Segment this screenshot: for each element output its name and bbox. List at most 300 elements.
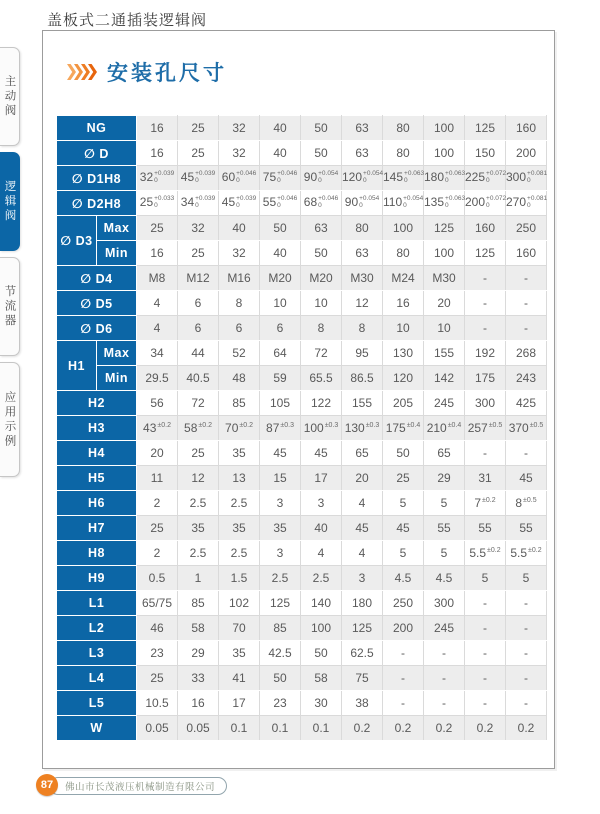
- dimension-cell: -: [506, 691, 547, 716]
- row-label: L2: [57, 616, 137, 641]
- dimension-cell: 72: [178, 391, 219, 416]
- row-label: ∅ D1H8: [57, 166, 137, 191]
- dimension-cell: 58: [301, 666, 342, 691]
- row-sublabel: Max: [97, 216, 137, 241]
- dimension-cell: 75: [342, 666, 383, 691]
- table-row: [57, 291, 547, 316]
- dimension-cell: 55: [465, 516, 506, 541]
- dimension-cell: 16: [137, 141, 178, 166]
- dimension-cell: 200 +0.072 0: [465, 191, 506, 216]
- row-label: H4: [57, 441, 137, 466]
- dimension-cell: 80: [342, 216, 383, 241]
- row-label: ∅ D3: [57, 216, 97, 266]
- dimension-cell: 4: [342, 491, 383, 516]
- quad-chevron-right-icon: [69, 64, 97, 80]
- dimension-cell: 34: [137, 341, 178, 366]
- dimension-cell: 45: [260, 441, 301, 466]
- dimension-cell: $257^{\pm 0.5}$: [465, 416, 506, 441]
- dimension-cell: 25: [178, 441, 219, 466]
- dimension-cell: -: [506, 666, 547, 691]
- dimension-cell: 180: [342, 591, 383, 616]
- dimension-cell: $210^{\pm 0.4}$: [424, 416, 465, 441]
- dimension-cell: 100: [424, 141, 465, 166]
- dimension-cell: M30: [342, 266, 383, 291]
- dimension-cell: 31: [465, 466, 506, 491]
- dimension-cell: -: [506, 616, 547, 641]
- dimension-cell: 0.05: [137, 716, 178, 741]
- dimension-cell: 29: [178, 641, 219, 666]
- dimension-cell: 80: [383, 116, 424, 141]
- dimension-cell: -: [465, 316, 506, 341]
- row-label: NG: [57, 116, 137, 141]
- table-row: [57, 391, 547, 416]
- row-label: W: [57, 716, 137, 741]
- dimension-cell: 23: [260, 691, 301, 716]
- sidebar-tab-1[interactable]: 主动阀: [0, 47, 20, 146]
- dimension-cell: 25: [178, 241, 219, 266]
- dimension-cell: 6: [219, 316, 260, 341]
- dimension-cell: 145 +0.063 0: [383, 166, 424, 191]
- dimension-cell: 25: [178, 116, 219, 141]
- sidebar-tab-2[interactable]: 逻辑阀: [0, 152, 20, 251]
- table-row: [57, 191, 547, 216]
- dimension-cell: 13: [219, 466, 260, 491]
- dimension-cell: 63: [342, 241, 383, 266]
- dimension-cell: 80: [383, 141, 424, 166]
- row-label: H7: [57, 516, 137, 541]
- dimension-cell: -: [465, 591, 506, 616]
- row-label: ∅ D5: [57, 291, 137, 316]
- dimension-cell: 35: [219, 516, 260, 541]
- dimension-cell: 2.5: [219, 491, 260, 516]
- dimension-cell: 32 +0.039 0: [137, 166, 178, 191]
- dimension-cell: 2: [137, 541, 178, 566]
- dimension-cell: 45: [301, 441, 342, 466]
- dimension-cell: 33: [178, 666, 219, 691]
- dimension-cell: 0.2: [506, 716, 547, 741]
- dimension-cell: 16: [137, 116, 178, 141]
- row-label: H8: [57, 541, 137, 566]
- table-row: [57, 591, 547, 616]
- row-sublabel: Max: [97, 341, 137, 366]
- dimension-cell: 300: [424, 591, 465, 616]
- dimension-cell: 62.5: [342, 641, 383, 666]
- dimension-cell: 3: [342, 566, 383, 591]
- dimension-cell: $7^{\pm 0.2}$: [465, 491, 506, 516]
- dimension-cell: 50: [260, 216, 301, 241]
- dimension-cell: 0.2: [342, 716, 383, 741]
- dimension-cell: 250: [383, 591, 424, 616]
- dimension-cell: 65/75: [137, 591, 178, 616]
- dimension-cell: 25: [137, 216, 178, 241]
- dimension-cell: 8: [342, 316, 383, 341]
- dimension-cell: 2.5: [219, 541, 260, 566]
- dimension-cell: 140: [301, 591, 342, 616]
- sidebar-tab-3[interactable]: 节流器: [0, 257, 20, 356]
- dimension-cell: 25: [137, 516, 178, 541]
- dimension-cell: 5: [465, 566, 506, 591]
- dimension-cell: 10: [260, 291, 301, 316]
- dimension-cell: -: [424, 641, 465, 666]
- dimension-cell: 10: [301, 291, 342, 316]
- dimension-cell: 120 +0.054 0: [342, 166, 383, 191]
- dimension-table-wrap: [56, 115, 547, 741]
- dimension-cell: 300 +0.081 0: [506, 166, 547, 191]
- dimension-cell: 35: [260, 516, 301, 541]
- dimension-cell: 25: [137, 666, 178, 691]
- table-row: [57, 666, 547, 691]
- dimension-cell: 29: [424, 466, 465, 491]
- dimension-cell: 34 +0.039 0: [178, 191, 219, 216]
- dimension-cell: $130^{\pm 0.3}$: [342, 416, 383, 441]
- dimension-cell: 52: [219, 341, 260, 366]
- dimension-cell: 5: [383, 541, 424, 566]
- dimension-cell: 205: [383, 391, 424, 416]
- dimension-cell: 0.05: [178, 716, 219, 741]
- table-row: [57, 241, 547, 266]
- dimension-cell: 65.5: [301, 366, 342, 391]
- dimension-cell: 100: [424, 241, 465, 266]
- dimension-cell: -: [383, 641, 424, 666]
- dimension-cell: 44: [178, 341, 219, 366]
- dimension-cell: 5: [383, 491, 424, 516]
- dimension-cell: $5.5^{\pm 0.2}$: [506, 541, 547, 566]
- dimension-cell: 243: [506, 366, 547, 391]
- dimension-cell: 95: [342, 341, 383, 366]
- dimension-cell: 5: [424, 541, 465, 566]
- dimension-cell: -: [465, 441, 506, 466]
- dimension-cell: $70^{\pm 0.2}$: [219, 416, 260, 441]
- dimension-cell: 40: [260, 116, 301, 141]
- dimension-cell: 63: [342, 141, 383, 166]
- dimension-cell: -: [506, 591, 547, 616]
- row-label: H6: [57, 491, 137, 516]
- dimension-cell: 56: [137, 391, 178, 416]
- dimension-cell: 55: [424, 516, 465, 541]
- sidebar-tab-4[interactable]: 应用示例: [0, 362, 20, 477]
- dimension-cell: 125: [342, 616, 383, 641]
- dimension-cell: 2: [137, 491, 178, 516]
- dimension-cell: $100^{\pm 0.3}$: [301, 416, 342, 441]
- row-label: ∅ D2H8: [57, 191, 137, 216]
- table-row: [57, 566, 547, 591]
- dimensions-table: [56, 115, 547, 741]
- dimension-cell: M20: [260, 266, 301, 291]
- dimension-cell: 50: [301, 116, 342, 141]
- dimension-cell: 150: [465, 141, 506, 166]
- dimension-cell: $8^{\pm 0.5}$: [506, 491, 547, 516]
- dimension-cell: 70: [219, 616, 260, 641]
- dimension-cell: $87^{\pm 0.3}$: [260, 416, 301, 441]
- dimension-cell: 100: [424, 116, 465, 141]
- dimension-cell: 8: [301, 316, 342, 341]
- dimension-cell: -: [424, 666, 465, 691]
- dimension-cell: 4.5: [383, 566, 424, 591]
- dimension-cell: 125: [424, 216, 465, 241]
- dimension-cell: -: [506, 266, 547, 291]
- dimension-cell: 90 +0.054 0: [342, 191, 383, 216]
- page-title: 盖板式二通插装逻辑阀: [47, 12, 208, 29]
- dimension-cell: 90 +0.054 0: [301, 166, 342, 191]
- dimension-cell: -: [506, 316, 547, 341]
- dimension-cell: 16: [383, 291, 424, 316]
- dimension-cell: 155: [424, 341, 465, 366]
- dimension-cell: 32: [178, 216, 219, 241]
- table-row: [57, 416, 547, 441]
- dimension-cell: 25: [383, 466, 424, 491]
- dimension-cell: M8: [137, 266, 178, 291]
- dimension-cell: 16: [137, 241, 178, 266]
- dimension-cell: $5.5^{\pm 0.2}$: [465, 541, 506, 566]
- dimension-cell: 42.5: [260, 641, 301, 666]
- dimension-cell: 225 +0.072 0: [465, 166, 506, 191]
- dimension-cell: 50: [301, 641, 342, 666]
- dimension-cell: -: [424, 691, 465, 716]
- row-label: L4: [57, 666, 137, 691]
- dimension-cell: 38: [342, 691, 383, 716]
- dimension-cell: 245: [424, 616, 465, 641]
- dimension-cell: -: [383, 666, 424, 691]
- dimension-cell: 58: [178, 616, 219, 641]
- dimension-cell: 40: [219, 216, 260, 241]
- row-label: L3: [57, 641, 137, 666]
- row-label: ∅ D4: [57, 266, 137, 291]
- dimension-cell: 2.5: [178, 541, 219, 566]
- dimension-cell: 120: [383, 366, 424, 391]
- company-name: 佛山市长茂液压机械制造有限公司: [49, 777, 227, 795]
- row-label: H5: [57, 466, 137, 491]
- dimension-cell: 160: [465, 216, 506, 241]
- dimension-cell: 4: [342, 541, 383, 566]
- dimension-cell: 40: [260, 141, 301, 166]
- dimension-cell: 1.5: [219, 566, 260, 591]
- table-row: [57, 616, 547, 641]
- dimension-cell: -: [465, 266, 506, 291]
- dimension-cell: 5: [424, 491, 465, 516]
- dimension-cell: -: [465, 641, 506, 666]
- dimension-cell: 100: [301, 616, 342, 641]
- section-header: [69, 57, 227, 87]
- dimension-cell: 0.2: [383, 716, 424, 741]
- dimension-cell: 270 +0.081 0: [506, 191, 547, 216]
- dimension-cell: 3: [301, 491, 342, 516]
- dimension-cell: 50: [260, 666, 301, 691]
- dimension-cell: $58^{\pm 0.2}$: [178, 416, 219, 441]
- dimension-cell: 85: [219, 391, 260, 416]
- dimension-cell: 35: [219, 441, 260, 466]
- dimension-cell: 45: [342, 516, 383, 541]
- row-label: L5: [57, 691, 137, 716]
- dimension-cell: 250: [506, 216, 547, 241]
- dimension-cell: 105: [260, 391, 301, 416]
- table-row: [57, 116, 547, 141]
- sidebar-tabs: [0, 47, 20, 477]
- dimension-cell: 180 +0.063 0: [424, 166, 465, 191]
- dimension-cell: 46: [137, 616, 178, 641]
- dimension-cell: 0.2: [424, 716, 465, 741]
- dimension-cell: M20: [301, 266, 342, 291]
- dimension-cell: 85: [260, 616, 301, 641]
- dimension-cell: 86.5: [342, 366, 383, 391]
- table-row: [57, 641, 547, 666]
- dimension-cell: $175^{\pm 0.4}$: [383, 416, 424, 441]
- dimension-cell: 20: [424, 291, 465, 316]
- dimension-cell: 2.5: [178, 491, 219, 516]
- dimension-cell: 80: [383, 241, 424, 266]
- table-row: [57, 266, 547, 291]
- dimension-cell: 175: [465, 366, 506, 391]
- dimension-cell: 63: [342, 116, 383, 141]
- dimension-cell: 65: [342, 441, 383, 466]
- dimension-cell: 41: [219, 666, 260, 691]
- dimension-cell: 135 +0.063 0: [424, 191, 465, 216]
- dimension-cell: 4: [137, 316, 178, 341]
- table-row: [57, 316, 547, 341]
- dimension-cell: 59: [260, 366, 301, 391]
- dimension-cell: 17: [219, 691, 260, 716]
- dimension-cell: 142: [424, 366, 465, 391]
- dimension-cell: M16: [219, 266, 260, 291]
- table-row: [57, 516, 547, 541]
- dimension-cell: 45 +0.039 0: [178, 166, 219, 191]
- dimension-cell: 23: [137, 641, 178, 666]
- dimension-cell: $43^{\pm 0.2}$: [137, 416, 178, 441]
- dimension-cell: 50: [301, 141, 342, 166]
- dimension-cell: M30: [424, 266, 465, 291]
- dimension-cell: 122: [301, 391, 342, 416]
- dimension-cell: 60 +0.046 0: [219, 166, 260, 191]
- dimension-cell: 16: [178, 691, 219, 716]
- dimension-cell: 125: [465, 241, 506, 266]
- dimension-cell: 55 +0.046 0: [260, 191, 301, 216]
- content-frame: [42, 30, 555, 769]
- dimension-cell: 12: [342, 291, 383, 316]
- dimension-cell: 72: [301, 341, 342, 366]
- dimension-cell: 50: [383, 441, 424, 466]
- row-sublabel: Min: [97, 241, 137, 266]
- table-row: [57, 366, 547, 391]
- row-label: ∅ D: [57, 141, 137, 166]
- dimension-cell: 40: [301, 516, 342, 541]
- row-label: L1: [57, 591, 137, 616]
- dimension-cell: 0.2: [465, 716, 506, 741]
- dimension-cell: $370^{\pm 0.5}$: [506, 416, 547, 441]
- table-row: [57, 341, 547, 366]
- dimension-cell: -: [465, 691, 506, 716]
- dimension-cell: -: [506, 641, 547, 666]
- dimension-cell: 4.5: [424, 566, 465, 591]
- section-title: 安装孔尺寸: [107, 61, 227, 85]
- dimension-cell: 0.1: [301, 716, 342, 741]
- row-sublabel: Min: [97, 366, 137, 391]
- dimension-cell: 5: [506, 566, 547, 591]
- dimension-cell: 25: [178, 141, 219, 166]
- dimension-cell: 64: [260, 341, 301, 366]
- dimension-cell: 192: [465, 341, 506, 366]
- dimension-cell: 55: [506, 516, 547, 541]
- dimension-cell: 45: [506, 466, 547, 491]
- table-body: [57, 116, 547, 741]
- dimension-cell: 25 +0.033 0: [137, 191, 178, 216]
- dimension-cell: 35: [219, 641, 260, 666]
- dimension-cell: -: [465, 666, 506, 691]
- dimension-cell: 130: [383, 341, 424, 366]
- dimension-cell: 17: [301, 466, 342, 491]
- dimension-cell: 110 +0.054 0: [383, 191, 424, 216]
- dimension-cell: 160: [506, 241, 547, 266]
- dimension-cell: 245: [424, 391, 465, 416]
- dimension-cell: 30: [301, 691, 342, 716]
- row-label: H9: [57, 566, 137, 591]
- dimension-cell: M12: [178, 266, 219, 291]
- table-row: [57, 441, 547, 466]
- dimension-cell: 0.1: [260, 716, 301, 741]
- dimension-cell: 12: [178, 466, 219, 491]
- dimension-cell: 10: [383, 316, 424, 341]
- dimension-cell: 125: [465, 116, 506, 141]
- table-row: [57, 216, 547, 241]
- dimension-cell: 32: [219, 241, 260, 266]
- dimension-cell: 3: [260, 541, 301, 566]
- dimension-cell: 125: [260, 591, 301, 616]
- dimension-cell: 268: [506, 341, 547, 366]
- dimension-cell: 29.5: [137, 366, 178, 391]
- dimension-cell: 32: [219, 141, 260, 166]
- table-row: [57, 491, 547, 516]
- dimension-cell: 40.5: [178, 366, 219, 391]
- dimension-cell: 11: [137, 466, 178, 491]
- dimension-cell: 63: [301, 216, 342, 241]
- dimension-cell: 20: [137, 441, 178, 466]
- dimension-cell: 48: [219, 366, 260, 391]
- table-row: [57, 716, 547, 741]
- dimension-cell: 1: [178, 566, 219, 591]
- dimension-cell: 6: [178, 316, 219, 341]
- dimension-cell: 4: [137, 291, 178, 316]
- dimension-cell: 10.5: [137, 691, 178, 716]
- dimension-cell: 2.5: [301, 566, 342, 591]
- dimension-cell: 160: [506, 116, 547, 141]
- row-label: H1: [57, 341, 97, 391]
- table-row: [57, 466, 547, 491]
- dimension-cell: 32: [219, 116, 260, 141]
- dimension-cell: 0.1: [219, 716, 260, 741]
- dimension-cell: M24: [383, 266, 424, 291]
- dimension-cell: 85: [178, 591, 219, 616]
- dimension-cell: -: [465, 616, 506, 641]
- dimension-cell: 75 +0.046 0: [260, 166, 301, 191]
- dimension-cell: 15: [260, 466, 301, 491]
- dimension-cell: 50: [301, 241, 342, 266]
- dimension-cell: 102: [219, 591, 260, 616]
- dimension-cell: -: [506, 441, 547, 466]
- dimension-cell: 200: [383, 616, 424, 641]
- dimension-cell: 35: [178, 516, 219, 541]
- table-row: [57, 691, 547, 716]
- dimension-cell: 300: [465, 391, 506, 416]
- dimension-cell: 8: [219, 291, 260, 316]
- dimension-cell: 0.5: [137, 566, 178, 591]
- dimension-cell: 6: [178, 291, 219, 316]
- dimension-cell: 200: [506, 141, 547, 166]
- dimension-cell: 68 +0.046 0: [301, 191, 342, 216]
- page-number-badge: 87: [36, 774, 58, 796]
- row-label: ∅ D6: [57, 316, 137, 341]
- dimension-cell: -: [383, 691, 424, 716]
- dimension-cell: 155: [342, 391, 383, 416]
- dimension-cell: 45 +0.039 0: [219, 191, 260, 216]
- dimension-cell: -: [465, 291, 506, 316]
